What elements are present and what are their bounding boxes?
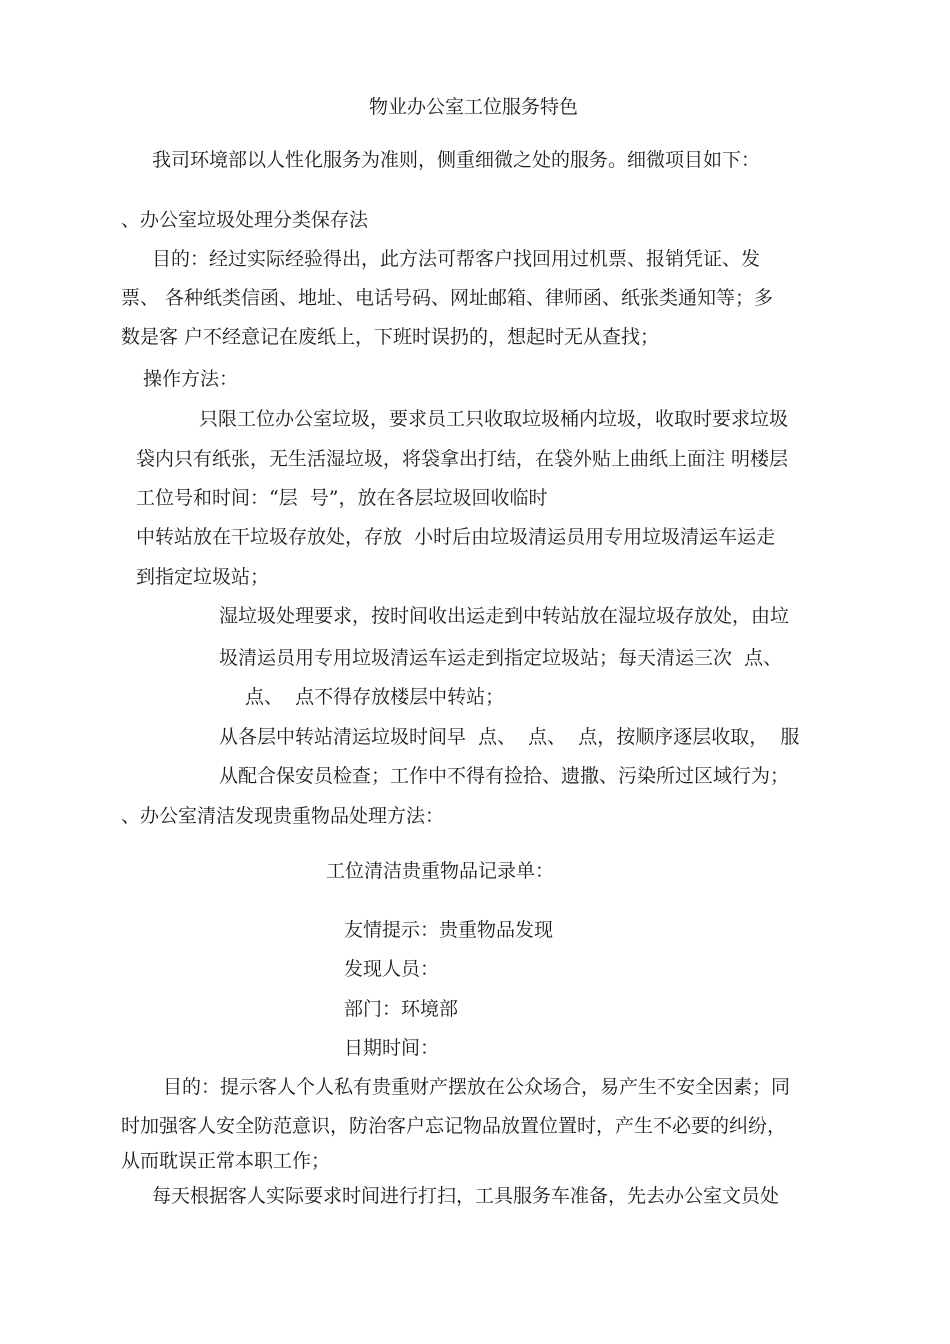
form-field: 发现人员： (344, 958, 440, 980)
form-field: 友情提示：贵重物品发现 (344, 919, 554, 941)
method-continuation-line: 到指定垃圾站； (136, 566, 270, 588)
method-paragraph-line: 只限工位办公室垃圾，要求员工只收取垃圾桶内垃圾，收取时要求垃圾 (199, 408, 789, 430)
section-1-purpose-line: 目的：经过实际经验得出，此方法可帮客户找回用过机票、报销凭证、发 (152, 248, 761, 270)
form-title: 工位清洁贵重物品记录单： (326, 860, 555, 882)
intro-paragraph: 我司环境部以人性化服务为准则，侧重细微之处的服务。细微项目如下： (152, 149, 761, 171)
method-paragraph-line: 袋内只有纸张，无生活湿垃圾，将袋拿出打结，在袋外贴上曲纸上面注 明楼层 (136, 448, 789, 470)
wet-waste-line: 圾清运员用专用垃圾清运车运走到指定垃圾站；每天清运三次 点、 (219, 647, 783, 669)
wet-waste-line: 湿垃圾处理要求，按时间收出运走到中转站放在湿垃圾存放处，由垃 (219, 605, 790, 627)
schedule-line: 从各层中转站清运垃圾时间早 点、 点、 点，按顺序逐层收取， 服 (219, 726, 800, 748)
section-1-purpose-line: 票、 各种纸类信函、地址、电话号码、网址邮箱、律师函、纸张类通知等；多 (121, 287, 774, 309)
form-field: 日期时间： (344, 1037, 440, 1059)
method-paragraph-line: 工位号和时间：“层 号”，放在各层垃圾回收临时 (136, 487, 548, 509)
page-title: 物业办公室工位服务特色 (369, 96, 579, 118)
section-1-heading: 、办公室垃圾处理分类保存法 (121, 209, 369, 231)
section-2-purpose-line: 目的：提示客人个人私有贵重财产摆放在公众场合，易产生不安全因素；同 (163, 1076, 791, 1098)
wet-waste-line: 点、 点不得存放楼层中转站； (245, 686, 505, 708)
daily-procedure-line: 每天根据客人实际要求时间进行打扫，工具服务车准备，先去办公室文员处 (152, 1185, 780, 1207)
section-2-purpose-line: 时加强客人安全防范意识，防治客户忘记物品放置位置时，产生不必要的纠纷， (121, 1115, 787, 1137)
schedule-line: 从配合保安员检查；工作中不得有捡拾、遗撒、污染所过区域行为； (219, 765, 790, 787)
section-2-heading: 、办公室清洁发现贵重物品处理方法： (121, 805, 445, 827)
form-field: 部门：环境部 (344, 998, 459, 1020)
method-continuation-line: 中转站放在干垃圾存放处，存放 小时后由垃圾清运员用专用垃圾清运车运走 (136, 526, 776, 548)
section-2-purpose-line: 从而耽误正常本职工作； (121, 1150, 331, 1172)
section-1-purpose-line: 数是客 户不经意记在废纸上，下班时误扔的，想起时无从查找； (121, 326, 660, 348)
method-label: 操作方法： (143, 368, 239, 390)
